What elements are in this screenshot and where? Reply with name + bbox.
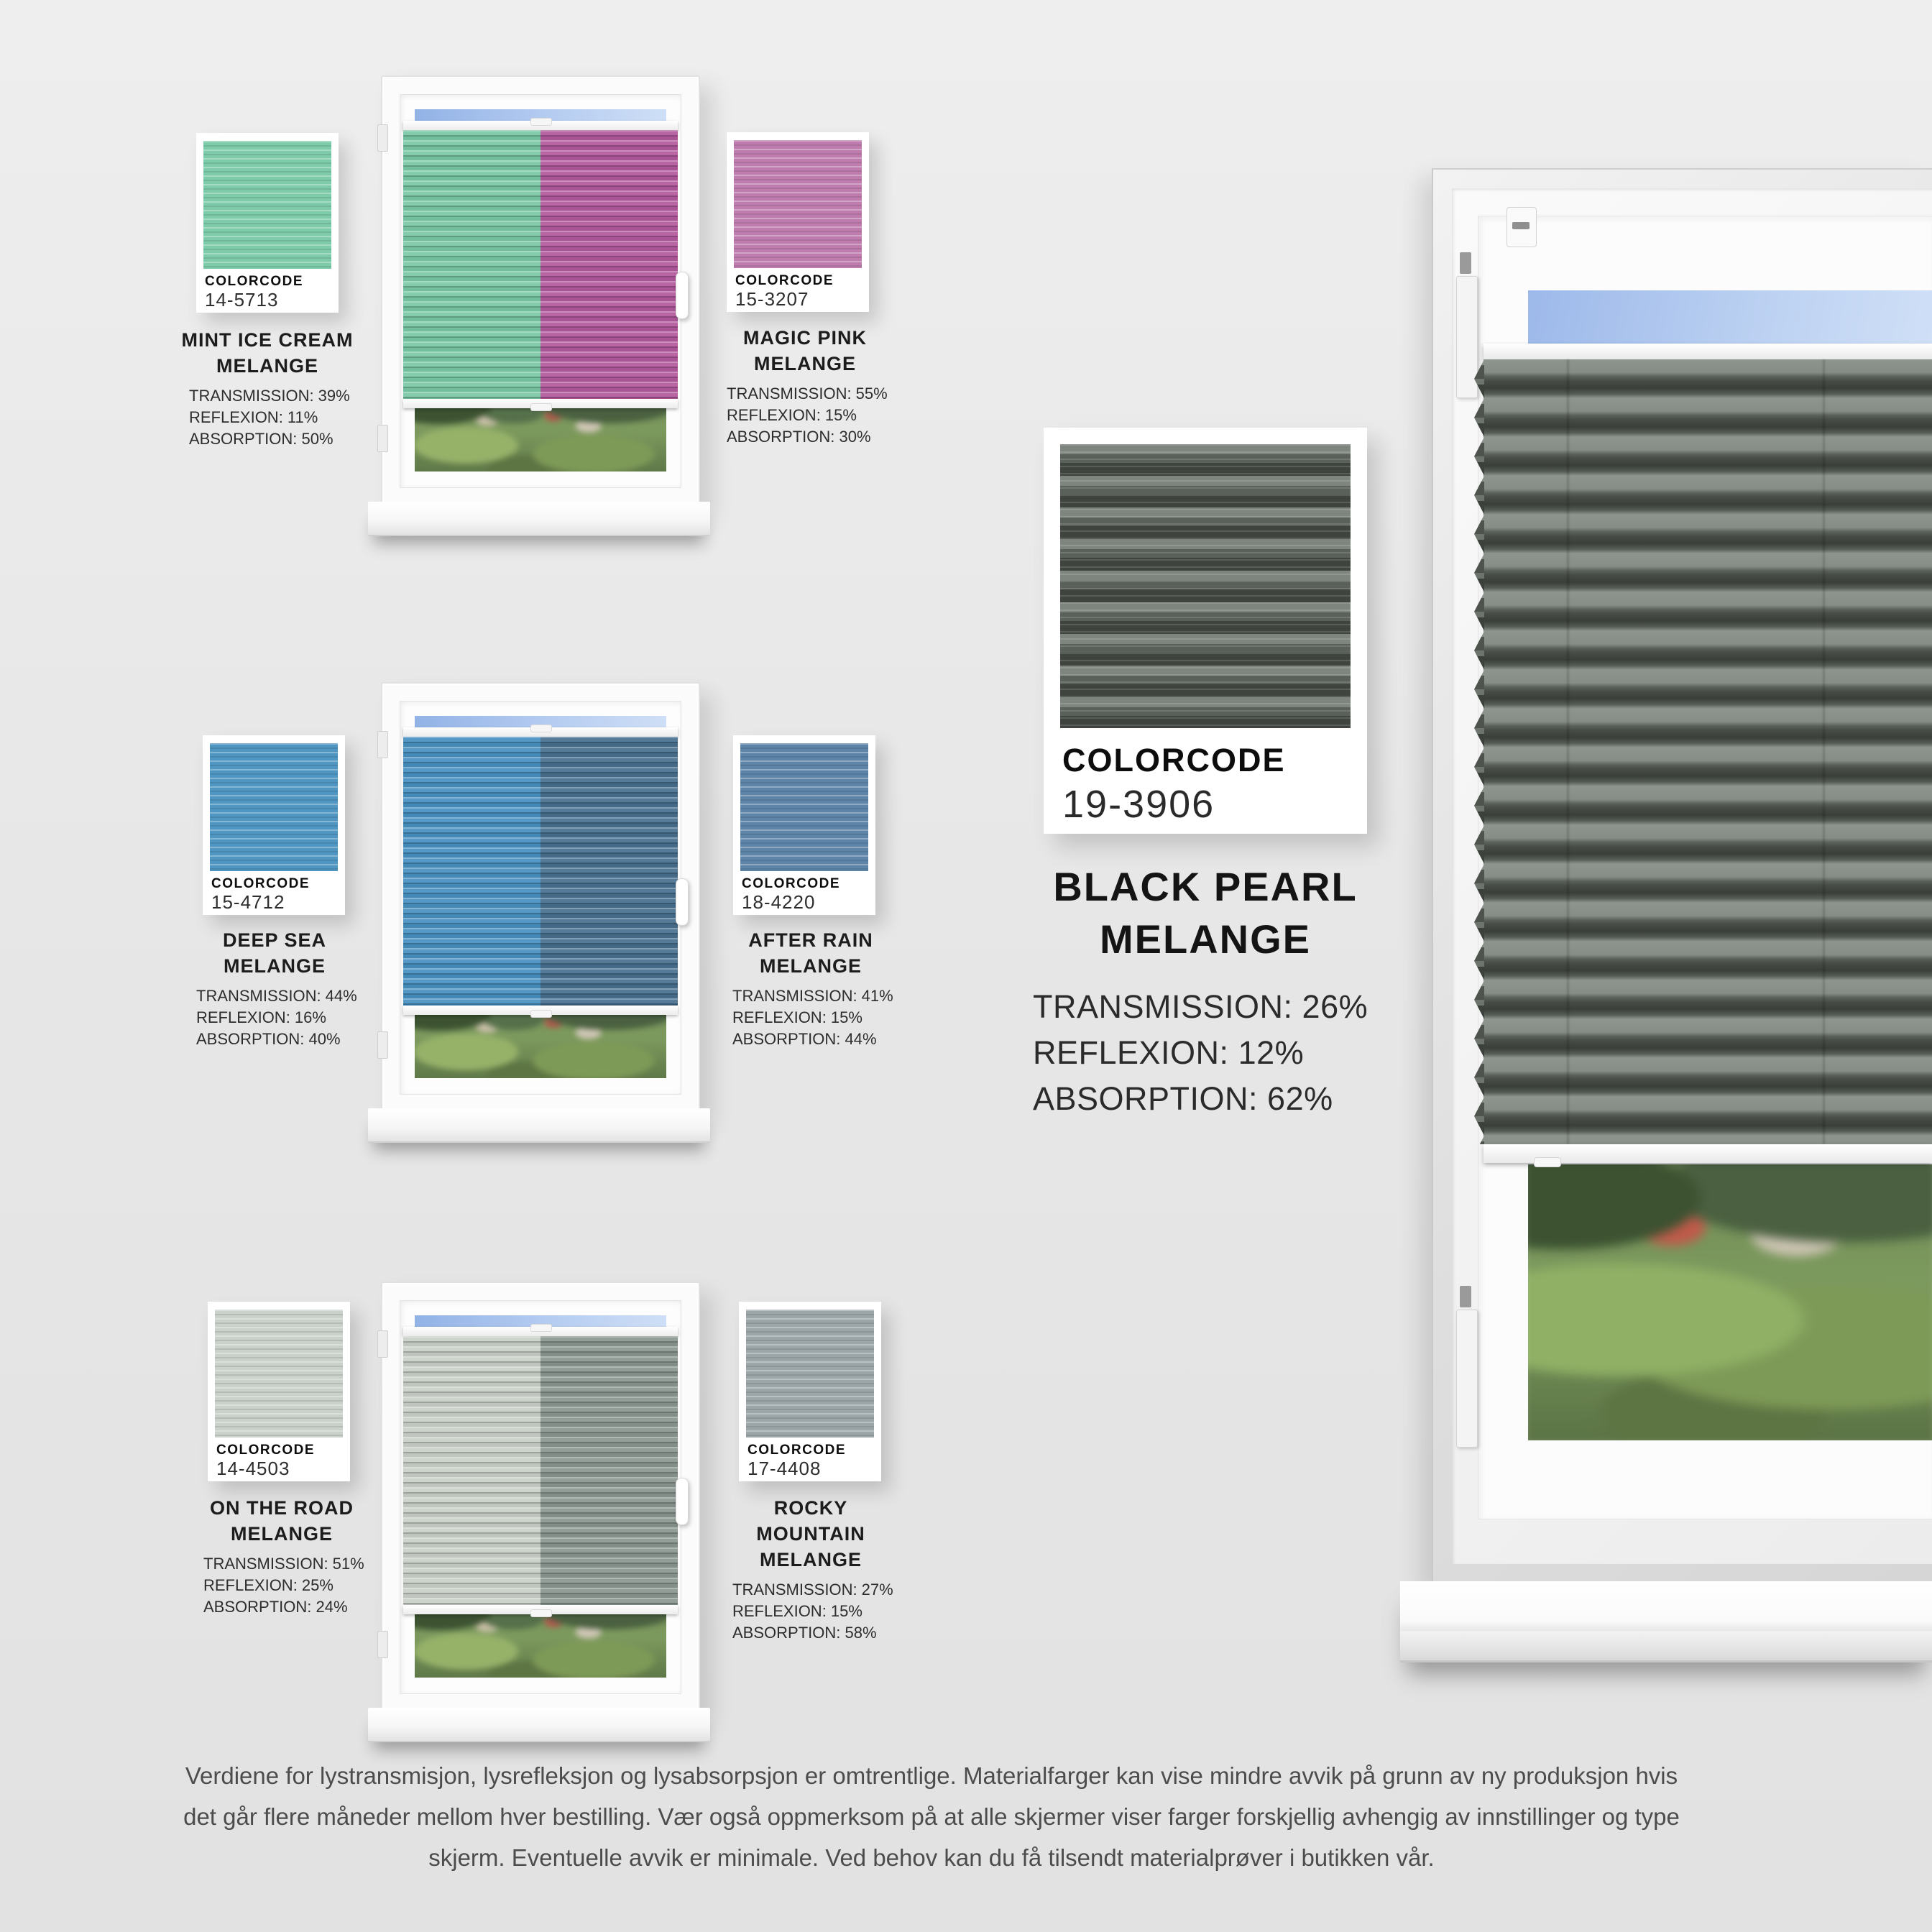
swatch-name-line1: DEEP SEA [222,929,327,951]
absorption-value: ABSORPTION: 44% [732,1030,877,1048]
pleated-blind [403,121,678,408]
window-handle [676,1478,689,1525]
swatch-name-line1: MAGIC PINK [743,327,867,349]
swatch-name-line2: MELANGE [224,955,326,977]
swatch-info-after-rain [724,927,897,1050]
blind-bottom-rail [1484,1144,1932,1163]
blind-top-rail [403,727,678,737]
colorcode-value: 19-3906 [1062,783,1215,826]
swatch-card-on-the-road [208,1302,350,1481]
hinge-icon [377,1031,388,1059]
landscape-scene [1528,1164,1932,1440]
swatch-card-after-rain [733,735,875,915]
reflexion-value: REFLEXION: 16% [196,1008,326,1026]
transmission-value: TRANSMISSION: 26% [1033,988,1368,1025]
footer-line2: det går flere måneder mellom hver bestilling. Vær også oppmerksom på at alle skjermer viser farger forskjellig avhengig av innstillinger og type [183,1803,1680,1830]
absorption-value: ABSORPTION: 50% [189,430,334,448]
swatch-card-rocky-mountain [739,1302,881,1481]
window-mockup-deepsea-afterrain [368,678,710,1153]
window-mockup-mint-pink [368,72,710,546]
swatch-name-line1: AFTER RAIN [748,929,873,951]
transmission-value: TRANSMISSION: 44% [196,987,357,1005]
swatch-name-line2: MELANGE [760,1549,862,1570]
rail-clip [530,1324,552,1332]
fabric-sample-rocky-mountain [746,1310,874,1438]
footer-line3: skjerm. Eventuelle avvik er minimale. Ved behov kan du få tilsendt materialprøver i butikken vår. [428,1844,1435,1871]
window-handle [676,272,689,319]
blind-top-rail [1484,344,1932,359]
reflexion-value: REFLEXION: 15% [732,1602,862,1620]
swatch-info-deep-sea [188,927,361,1050]
window-sill [368,502,710,536]
swatch-stats [196,1553,368,1618]
transmission-value: TRANSMISSION: 55% [727,385,888,402]
pleat-seam [1567,359,1569,1144]
colorcode-label: COLORCODE [735,273,834,288]
swatch-name [188,927,361,979]
blind-pleats [403,130,678,399]
colorcode-label: COLORCODE [748,1443,846,1458]
swatch-info-mint [181,327,354,450]
swatch-name-line1: ON THE ROAD [210,1497,354,1519]
swatch-info-magic-pink [719,325,891,448]
blind-pleats [403,1336,678,1605]
fabric-sample-deep-sea [210,743,338,871]
colorcode-value: 14-5713 [205,289,279,310]
swatch-info-black-pearl [1033,860,1378,1122]
pleated-blind-black-pearl [1484,344,1932,1163]
swatch-name-line2: MELANGE [754,353,856,374]
reflexion-value: REFLEXION: 15% [732,1008,862,1026]
transmission-value: TRANSMISSION: 41% [732,987,893,1005]
absorption-value: ABSORPTION: 30% [727,428,871,446]
fabric-sample-black-pearl [1060,444,1351,728]
rail-clip [530,724,552,732]
mount-clip-icon [1506,207,1537,247]
rail-clip [530,1609,552,1617]
footer-disclaimer [177,1755,1686,1878]
hinge-icon [1456,1310,1478,1448]
swatch-card-black-pearl [1044,428,1367,834]
rail-clip [530,1010,552,1018]
swatch-name-line2: MELANGE [216,355,318,377]
fabric-sample-magic-pink [734,140,862,268]
swatch-name-line2: MELANGE [760,955,862,977]
hinge-icon [377,731,388,758]
window-casement [400,94,681,488]
swatch-stats [724,1579,897,1644]
blind-bottom-rail [403,1006,678,1015]
swatch-card-deep-sea [203,735,345,915]
transmission-value: TRANSMISSION: 51% [203,1555,364,1573]
swatch-stats [724,985,897,1050]
pleat-half-deep-sea [403,737,540,1006]
window-sill [1400,1581,1932,1662]
rail-clip [530,118,552,126]
colorcode-value: 15-4712 [211,891,285,913]
colorcode-value: 14-4503 [216,1458,290,1479]
fabric-sample-mint [203,141,331,269]
blind-bottom-rail [403,399,678,408]
hinge-icon [1456,276,1478,398]
window-frame [381,682,700,1116]
swatch-name-line1: ROCKY MOUNTAIN [756,1497,865,1545]
pull-tab [1534,1157,1561,1167]
window-casement [400,1300,681,1694]
hinge-icon [377,1330,388,1358]
colorcode-label: COLORCODE [742,876,840,891]
hinge-icon [377,425,388,452]
swatch-stats [1033,984,1378,1122]
blind-pleats [403,737,678,1006]
reflexion-value: REFLEXION: 25% [203,1576,334,1594]
fabric-sample-on-the-road [215,1310,343,1438]
window-frame [381,1282,700,1716]
swatch-info-rocky-mountain [724,1495,897,1644]
blind-top-rail [403,1327,678,1336]
fabric-sample-after-rain [740,743,868,871]
blind-top-rail [403,121,678,130]
absorption-value: ABSORPTION: 62% [1033,1080,1333,1117]
swatch-card-magic-pink [727,132,869,312]
pleat-half-pink [540,130,678,399]
swatch-name [724,927,897,979]
blind-pleats [1484,359,1932,1144]
swatch-name-line2: MELANGE [231,1523,333,1545]
footer-line1: Verdiene for lystransmisjon, lysrefleksjon og lysabsorpsjon er omtrentlige. Materialfarger kan vise mindre avvik på grunn av ny produksjon hvis [185,1762,1678,1789]
blind-bottom-rail [403,1605,678,1614]
colorcode-label: COLORCODE [205,274,303,289]
absorption-value: ABSORPTION: 24% [203,1598,348,1616]
pleated-blind [403,727,678,1015]
colorcode-value: 18-4220 [742,891,816,913]
swatch-stats [719,383,891,448]
reflexion-value: REFLEXION: 15% [727,406,857,424]
hinge-icon [377,124,388,152]
window-mockup-ontheroad-rocky [368,1278,710,1752]
pleated-blind [403,1327,678,1614]
colorcode-value: 17-4408 [748,1458,822,1479]
pleat-half-mint [403,130,540,399]
pleat-half-rocky-mountain [540,1336,678,1605]
colorcode-label: COLORCODE [216,1443,315,1458]
swatch-stats [181,385,354,450]
swatch-name-line2: MELANGE [1100,916,1311,962]
colorcode-label: COLORCODE [1062,742,1286,778]
swatch-name-line1: MINT ICE CREAM [181,329,354,351]
swatch-stats [188,985,361,1050]
absorption-value: ABSORPTION: 58% [732,1624,877,1642]
window-handle [676,878,689,926]
sky-strip [1528,290,1932,346]
rail-clip [530,403,552,411]
swatch-name [1033,860,1378,965]
swatch-name [181,327,354,379]
window-casement [400,701,681,1095]
colorcode-label: COLORCODE [211,876,310,891]
hinge-icon [377,1631,388,1658]
swatch-name-line1: BLACK PEARL [1053,864,1358,909]
landscape-view [1528,1164,1932,1440]
pleat-half-on-the-road [403,1336,540,1605]
pleat-half-after-rain [540,737,678,1006]
swatch-info-on-the-road [196,1495,368,1618]
pleat-seam [1823,359,1825,1144]
reflexion-value: REFLEXION: 12% [1033,1034,1305,1071]
reflexion-value: REFLEXION: 11% [189,408,318,426]
swatch-name [196,1495,368,1547]
swatch-name [719,325,891,377]
transmission-value: TRANSMISSION: 39% [189,387,350,405]
absorption-value: ABSORPTION: 40% [196,1030,341,1048]
colorcode-value: 15-3207 [735,288,809,310]
window-sill [368,1108,710,1143]
transmission-value: TRANSMISSION: 27% [732,1581,893,1598]
swatch-name [724,1495,897,1573]
window-sill [368,1708,710,1742]
window-frame [381,75,700,510]
swatch-card-mint [196,133,339,313]
